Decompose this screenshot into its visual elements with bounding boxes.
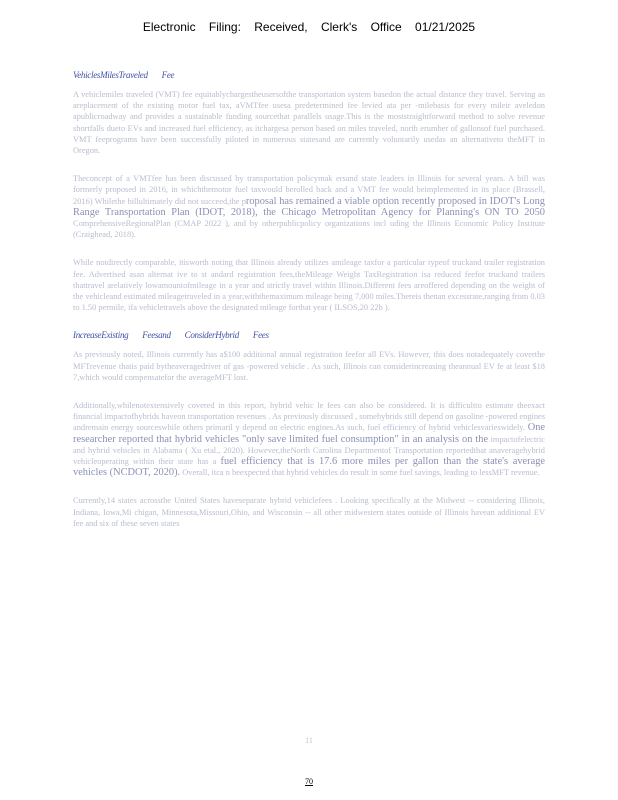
paragraph-text: Overall, itca n beexpected that hybrid vehicles do result in some fuel savings, leading to lessMFT revenue. xyxy=(180,468,540,478)
paragraph-mileage-tax xyxy=(73,257,545,313)
paragraph-text: ComprehensiveRegionalPlan (CMAP 2022 ), and by otherpublicpolicy organizations incl uding the Illinois Economic Policy Institute (Craighead, 2018). xyxy=(73,219,545,240)
section-heading-hybrid-fees: IncreaseExisting Feesand ConsiderHybrid Fees xyxy=(73,330,269,341)
paragraph-text: Theconcept of a VMTfee has been discussed by transportation policymak ersand state leaders in Illinois for several years. A bill was formerly proposed in 2016, in whichthemotor fuel taxwould berolled back and a VMT fee would beimplemented in its place (Brassell, 2016) Whilethe billultimately did not succeed,the p xyxy=(73,174,545,206)
paragraph-text: Additionally,whilenotextensively covered in this report, hybrid vehic le fees can also be considered. It is difficultto estimate theexact financial impactofhybrids haveon transportation revenues . As previously discussed , somehybrids still depend on gasoline -powered engines andremain energy sourceswhile others primaril y depend on electric engines.As such, fuel efficiency of hybrid vehiclesvarieswidely. xyxy=(73,401,545,433)
paragraph-text: impactofelectric and hybrid vehicles in Alabama ( Xu etal., 2020). However,theNorth Carolina Departmentof Transportation reportedthat anaveragehybrid vehicleoperating within their state has a xyxy=(73,434,546,467)
paragraph-hybrid-fees xyxy=(73,400,545,478)
paragraph-midwest-states xyxy=(73,495,545,529)
paragraph-text-legible: One researcher reported that hybrid vehicles "only save limited fuel consumption" in an analysis on the xyxy=(73,422,545,445)
paragraph-text-legible: roposal has remained a viable option recently proposed in IDOT's Long Range Transportation Plan (IDOT, 2018), the Chicago Metropolitan Agency for Planning's ON TO 2050 xyxy=(73,195,545,218)
filing-page-number: 70 xyxy=(305,777,313,786)
paragraph-vmt-intro xyxy=(73,89,545,156)
paragraph-vmt-history xyxy=(73,173,545,240)
inner-page-number: 11 xyxy=(305,736,313,745)
paragraph-text: A vehiclemiles traveled (VMT) fee equitablychargestheusersofthe transportation system basedon the actual distance they travel. Serving as areplacement of the existing motor fuel tax, aVMTfee usesa predetermined fee levied ata per -milebasis for every mileir aveledon apublicroadway and provides a sustainable funding sourcethat parallels usage.This is the moststraightforward method to solve revenue shortfalls dueto EVs and increased fuel efficiency, as itchargesa person based on miles traveled, north erumber of gallonsof fuel purchased. VMT feeprograms have been successfully piloted in numerous statesand are currently voluntarily usedas an alternativeto theMFT in Oregon. xyxy=(73,90,545,156)
paragraph-text-legible: fuel efficiency that is 17.6 more miles per gallon than the state's average vehicles (NCDOT, 2020). xyxy=(73,456,546,479)
document-page xyxy=(73,70,545,546)
filing-stamp: Electronic Filing: Received, Clerk's Office 01/21/2025 xyxy=(142,20,476,34)
paragraph-ev-fee xyxy=(73,349,545,383)
paragraph-text: As previously noted, Illinois currently has a$100 additional annual registration feefor all EVs. However, this does notadequately coverthe MFTrevenue thatis paid bytheaveragedriver of gas -powered vehicle . As such, Illinois can considerincreasing theannual EV fe at least $18 7,which would compensatefor the averageMFT lost. xyxy=(73,350,545,382)
paragraph-text: Currently,14 states acrossthe United States haveseparate hybrid vehiclefees . Looking specifically at the Midwest -- considering Illinois, Indiana, Iowa,Mi chigan, Minnesota,Missouri,Ohio, and Wisconsin -- all other midwestern states outside of Illinois havean additional EV fee and six of these seven states xyxy=(73,496,545,528)
paragraph-text: While notdirectly comparable, itisworth noting that Illinois already utilizes amileage taxfor a particular typeof truckand trailer registration fee. Advertised asan alternat ive to st andard registration fees,theMileage Weight TaxRegistration isa reduced feefor truckand trailers thattravel arelatively lowamountofmileage in a year and strictly travel within Illinois.Different fees areoffered depending on the weight of the vehicleand estimated mileagetraveled in a year,withthemaximum mileage being 7,000 miles.Thereis thenan excessrate,ranging from 0.03 to 1.50 permile, ifa vehicletravels above the designated mileage forthat year ( ILSOS,20 22b ). xyxy=(73,258,545,313)
section-heading-vmt-fee: VehiclesMilesTraveled Fee xyxy=(73,70,175,80)
